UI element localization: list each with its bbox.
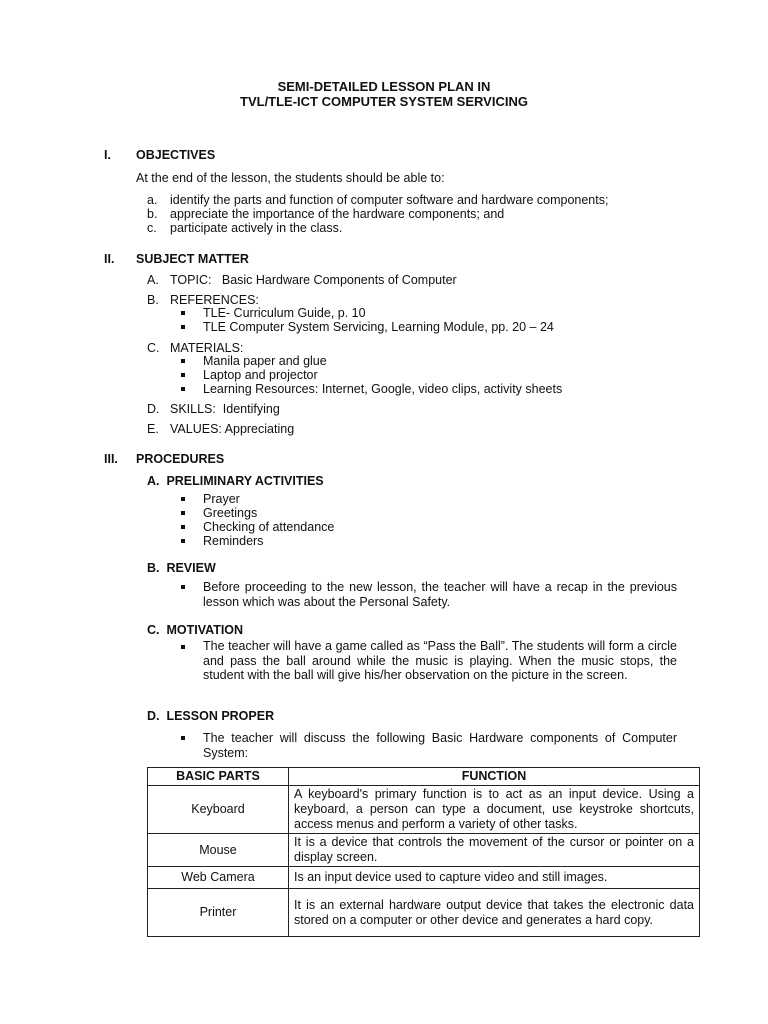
preliminary-item: Prayer: [203, 492, 240, 506]
subject-materials-label: MATERIALS:: [170, 341, 244, 355]
lesson-proper-heading: D. LESSON PROPER: [147, 709, 275, 723]
subject-skills: SKILLS: Identifying: [170, 402, 280, 416]
subject-letter-topic: A.: [147, 273, 159, 287]
table-cell-function: Is an input device used to capture video and still images.: [289, 867, 700, 889]
preliminary-item: Checking of attendance: [203, 520, 335, 534]
material-item: Laptop and projector: [203, 368, 318, 382]
square-bullet-icon: [181, 325, 185, 329]
table-cell-part: Web Camera: [148, 867, 289, 889]
square-bullet-icon: [181, 585, 185, 589]
square-bullet-icon: [181, 373, 185, 377]
section-heading-subject-matter: SUBJECT MATTER: [136, 252, 249, 266]
table-row: [148, 786, 700, 834]
document-title-line1: SEMI-DETAILED LESSON PLAN IN: [277, 79, 491, 94]
table-cell-part: Keyboard: [148, 786, 289, 834]
motivation-text: The teacher will have a game called as “Pass the Ball”. The students will form a circle and pass the ball around while the music is playing. When the music stops, the student with the ball will give his/her observation on the picture in the screen.: [203, 639, 677, 682]
square-bullet-icon: [181, 736, 185, 740]
subject-letter-references: B.: [147, 293, 159, 307]
table-header-row: [148, 768, 700, 786]
table-row: [148, 867, 700, 889]
review-text: Before proceeding to the new lesson, the teacher will have a recap in the previous lesson which was about the Personal Safety.: [203, 580, 677, 609]
objectives-intro: At the end of the lesson, the students should be able to:: [136, 171, 445, 185]
subject-values: VALUES: Appreciating: [170, 422, 295, 436]
preliminary-item: Reminders: [203, 534, 264, 548]
reference-item: TLE Computer System Servicing, Learning Module, pp. 20 – 24: [203, 320, 554, 334]
square-bullet-icon: [181, 539, 185, 543]
section-numeral-subject-matter: II.: [104, 252, 115, 266]
subject-letter-skills: D.: [147, 402, 160, 416]
square-bullet-icon: [181, 359, 185, 363]
hardware-components-table: [147, 767, 700, 937]
section-numeral-objectives: I.: [104, 148, 111, 162]
square-bullet-icon: [181, 311, 185, 315]
table-row: [148, 889, 700, 937]
table-cell-function: A keyboard's primary function is to act as an input device. Using a keyboard, a person can type a document, use keystroke shortcuts, access menus and perform a variety of other tasks.: [289, 786, 700, 834]
objective-item: appreciate the importance of the hardware components; and: [170, 207, 505, 221]
preliminary-item: Greetings: [203, 506, 258, 520]
material-item: Manila paper and glue: [203, 354, 327, 368]
subject-references-label: REFERENCES:: [170, 293, 259, 307]
review-heading: B. REVIEW: [147, 561, 216, 575]
table-cell-function: It is a device that controls the movement of the cursor or pointer on a display screen.: [289, 834, 700, 867]
square-bullet-icon: [181, 645, 185, 649]
square-bullet-icon: [181, 497, 185, 501]
material-item: Learning Resources: Internet, Google, video clips, activity sheets: [203, 382, 563, 396]
subject-letter-materials: C.: [147, 341, 160, 355]
objective-letter: c.: [147, 221, 157, 235]
table-cell-part: Mouse: [148, 834, 289, 867]
section-heading-objectives: OBJECTIVES: [136, 148, 216, 162]
table-header-basic-parts: BASIC PARTS: [148, 768, 289, 786]
objective-item: identify the parts and function of computer software and hardware components;: [170, 193, 609, 207]
square-bullet-icon: [181, 387, 185, 391]
table-cell-part: Printer: [148, 889, 289, 937]
section-heading-procedures: PROCEDURES: [136, 452, 225, 466]
table-header-function: FUNCTION: [289, 768, 700, 786]
reference-item: TLE- Curriculum Guide, p. 10: [203, 306, 366, 320]
square-bullet-icon: [181, 525, 185, 529]
subject-letter-values: E.: [147, 422, 159, 436]
objective-item: participate actively in the class.: [170, 221, 343, 235]
objective-letter: b.: [147, 207, 158, 221]
preliminary-heading: A. PRELIMINARY ACTIVITIES: [147, 474, 324, 488]
motivation-heading: C. MOTIVATION: [147, 623, 244, 637]
square-bullet-icon: [181, 511, 185, 515]
document-title-line2: TVL/TLE-ICT COMPUTER SYSTEM SERVICING: [240, 94, 528, 109]
lesson-proper-text: The teacher will discuss the following Basic Hardware components of Computer System:: [203, 731, 677, 760]
table-row: [148, 834, 700, 867]
section-numeral-procedures: III.: [104, 452, 118, 466]
subject-topic: TOPIC: Basic Hardware Components of Computer: [170, 273, 457, 287]
objective-letter: a.: [147, 193, 158, 207]
table-cell-function: It is an external hardware output device that takes the electronic data stored on a computer or other device and generates a hard copy.: [289, 889, 700, 937]
